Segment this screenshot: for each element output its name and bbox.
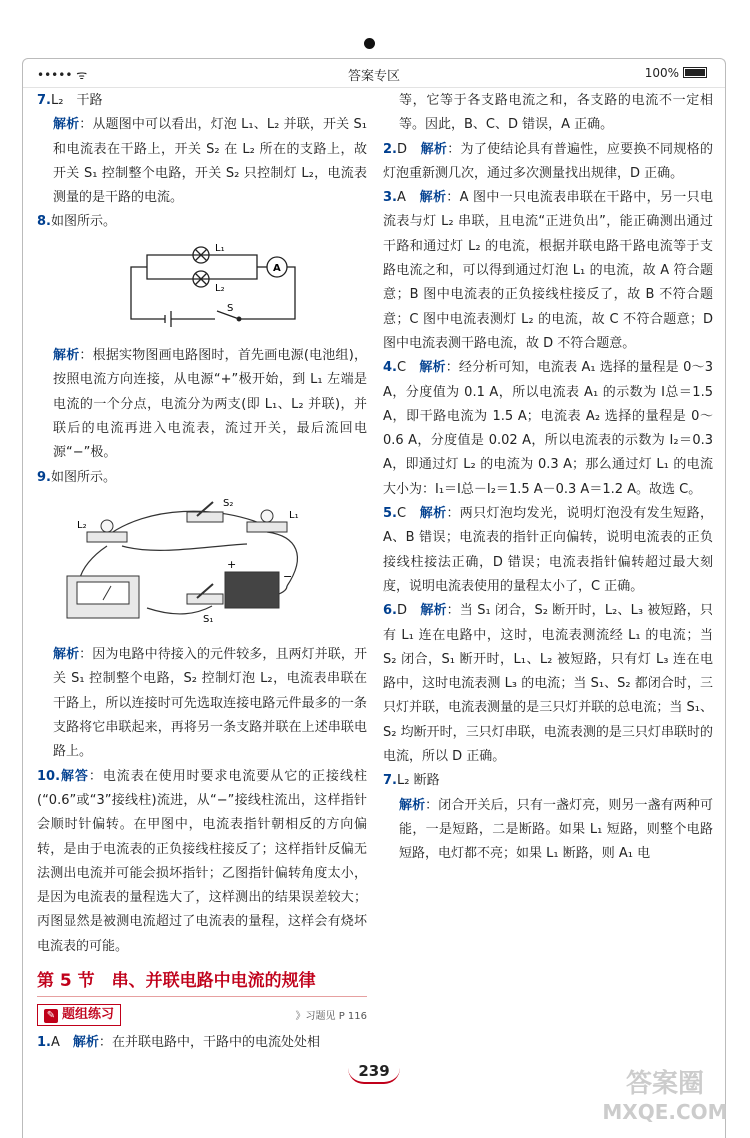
exercise-group-header: [37, 1003, 367, 1027]
section-heading: 第 5 节 串、并联电路中电流的规律: [37, 969, 367, 997]
reader-screen: [22, 58, 726, 1138]
circuit-photo-9: [37, 496, 367, 637]
fig9-label-l1: L₁: [289, 509, 299, 521]
fig9-label-s1: S₁: [203, 613, 214, 625]
exercise-group-label: ✎ 题组练习: [37, 1004, 121, 1026]
answer-9: 9.如图所示。: [37, 469, 116, 485]
answer-2: 2.D 解析：为了使结论具有普遍性，应要换不同规格的灯泡重新测几次，通过多次测量找出规律，D 正确。: [383, 141, 713, 181]
answer-3: 3.A 解析：A 图中一只电流表串联在干路中，另一只电流表与灯 L₂ 串联，且电流“正进负出”，能正确测出通过干路和通过灯 L₂ 的电流，根据并联电路干路电流等于支路电流之和，可以得到通过灯泡 L₁ 的电流，故 A 符合题意；B 图中电流表的正负接线柱接反了，故 B 不符合题意；C 图中电流表测灯 L₂ 的电流，故 C 不符合题意；D 图中电流表测干路电流，故 D 不符合题意。: [383, 190, 713, 351]
fig9-label-s2: S₂: [223, 497, 234, 509]
explain-7-right: 解析：闭合开关后，只有一盏灯亮，则另一盏有两种可能，一是短路，二是断路。如果 L₁ 短路，则整个电路短路，电灯都不亮；如果 L₁ 断路，则 A₁ 电: [399, 797, 713, 862]
fig9-label-plus: +: [227, 557, 237, 571]
answer-7-right: 7.L₂ 断路: [383, 773, 440, 789]
answer-6: 6.D 解析：当 S₁ 闭合，S₂ 断开时，L₂、L₃ 被短路，只有 L₁ 连在电路中，这时，电流表测流经 L₁ 的电流；当 S₂ 闭合，S₁ 断开时，L₁、L₂ 被短路，只有灯 L₃ 连在电路中，这时电流表测 L₃ 的电流；当 S₁、S₂ 都闭合时，三只灯并联，电流表测量的是三只灯并联的总电流；当 S₁、S₂ 均断开时，三只灯串联，电流表测的是三只灯串联时的电流，所以 D 正确。: [383, 603, 713, 765]
left-column: [37, 89, 367, 1056]
battery-icon: [683, 67, 707, 78]
device-camera: [364, 38, 375, 49]
page-number: 239: [23, 1062, 725, 1084]
fig8-label-l1: L₁: [215, 242, 225, 254]
explain-7-left: 解析：从题图中可以看出，灯泡 L₁、L₂ 并联，开关 S₁ 和电流表在干路上，开关 S₂ 在 L₂ 所在的支路上，故开关 S₁ 控制整个电路，开关 S₂ 只控制灯 L₂，电流表测量的是干路的电流。: [53, 117, 367, 206]
pencil-icon: ✎: [44, 1009, 58, 1023]
fig8-label-s: S: [227, 302, 234, 314]
answer-8: 8.如图所示。: [37, 214, 116, 230]
signal-icon: ••••• ᯤ: [37, 68, 88, 82]
status-title: 答案专区: [347, 69, 400, 84]
battery-percent: 100%: [644, 66, 679, 80]
fig8-label-l2: L₂: [215, 282, 225, 294]
exercise-reference[interactable]: 》习题见 P 116: [295, 1011, 367, 1023]
battery-indicator: [645, 66, 707, 80]
fig9-label-l2: L₂: [77, 519, 87, 531]
answer-4: 4.C 解析：经分析可知，电流表 A₁ 选择的量程是 0～3 A，分度值为 0.1 A，所以电流表 A₁ 的示数为 I总＝1.5 A，即干路电流为 1.5 A；电流表 A₂ 选择的量程是 0～0.6 A，分度值是 0.02 A，所以电流表的示数为 I₂＝0.3 A，即通过灯 L₂ 的电流为 0.3 A；那么通过灯 L₁ 的电流大小为：I₁＝I总－I₂＝1.5 A－0.3 A＝1.2 A。故选 C。: [383, 360, 713, 497]
answer-5: 5.C 解析：两只灯泡均发光，说明灯泡没有发生短路，A、B 错误；电流表的指针正向偏转，说明电流表的正负接线柱接法正确，D 错误；电流表指针偏转超过最大刻度，说明电流表使用的量程太小了，C 正确。: [383, 506, 713, 594]
answer-1-continued: 等，它等于各支路电流之和，各支路的电流不一定相等。因此，B、C、D 错误，A 正确。: [399, 93, 713, 133]
circuit-diagram-8: [37, 241, 367, 338]
fig9-label-minus: −: [283, 569, 293, 583]
answer-1: 1.A 解析：在并联电路中，干路中的电流处处相: [37, 1035, 320, 1051]
fig8-label-a: A: [273, 262, 281, 274]
explain-8: 解析：根据实物图画电路图时，首先画电源(电池组)，按照电流方向连接，从电源“+”极开始，到 L₁ 左端是电流的一个分点，电流分为两支(即 L₁、L₂ 并联)，并联后的电流再进入电流表，流过开关，最后流回电源“−”极。: [53, 348, 367, 461]
answer-10: 10.解答：电流表在使用时要求电流要从它的正接线柱(“0.6”或“3”接线柱)流进，从“−”接线柱流出，这样指针会顺时针偏转。在甲图中，电流表指针朝相反的方向偏转，是由于电流表的正负接线柱接反了；这样指针反偏无法测出电流并可能会损坏指针；乙图指针偏转角度太小，是因为电流表的量程选大了，这样测出的结果误差较大；丙图显然是被测电流超过了电流表的量程，这样会有烧坏电流表的可能。: [37, 768, 367, 954]
right-column: [383, 89, 713, 867]
explain-9: 解析：因为电路中待接入的元件较多，且两灯并联，开关 S₁ 控制整个电路，S₂ 控制灯泡 L₂，电流表串联在干路上，所以连接时可先选取连接电路元件最多的一条支路将它串联起来，再将另一条支路并联在上述串联电路上。: [53, 647, 367, 760]
answer-7-left: 7.L₂ 干路: [37, 93, 103, 108]
site-watermark: 答案圈 MXQE.COM: [602, 1069, 728, 1124]
status-bar: [23, 59, 725, 88]
